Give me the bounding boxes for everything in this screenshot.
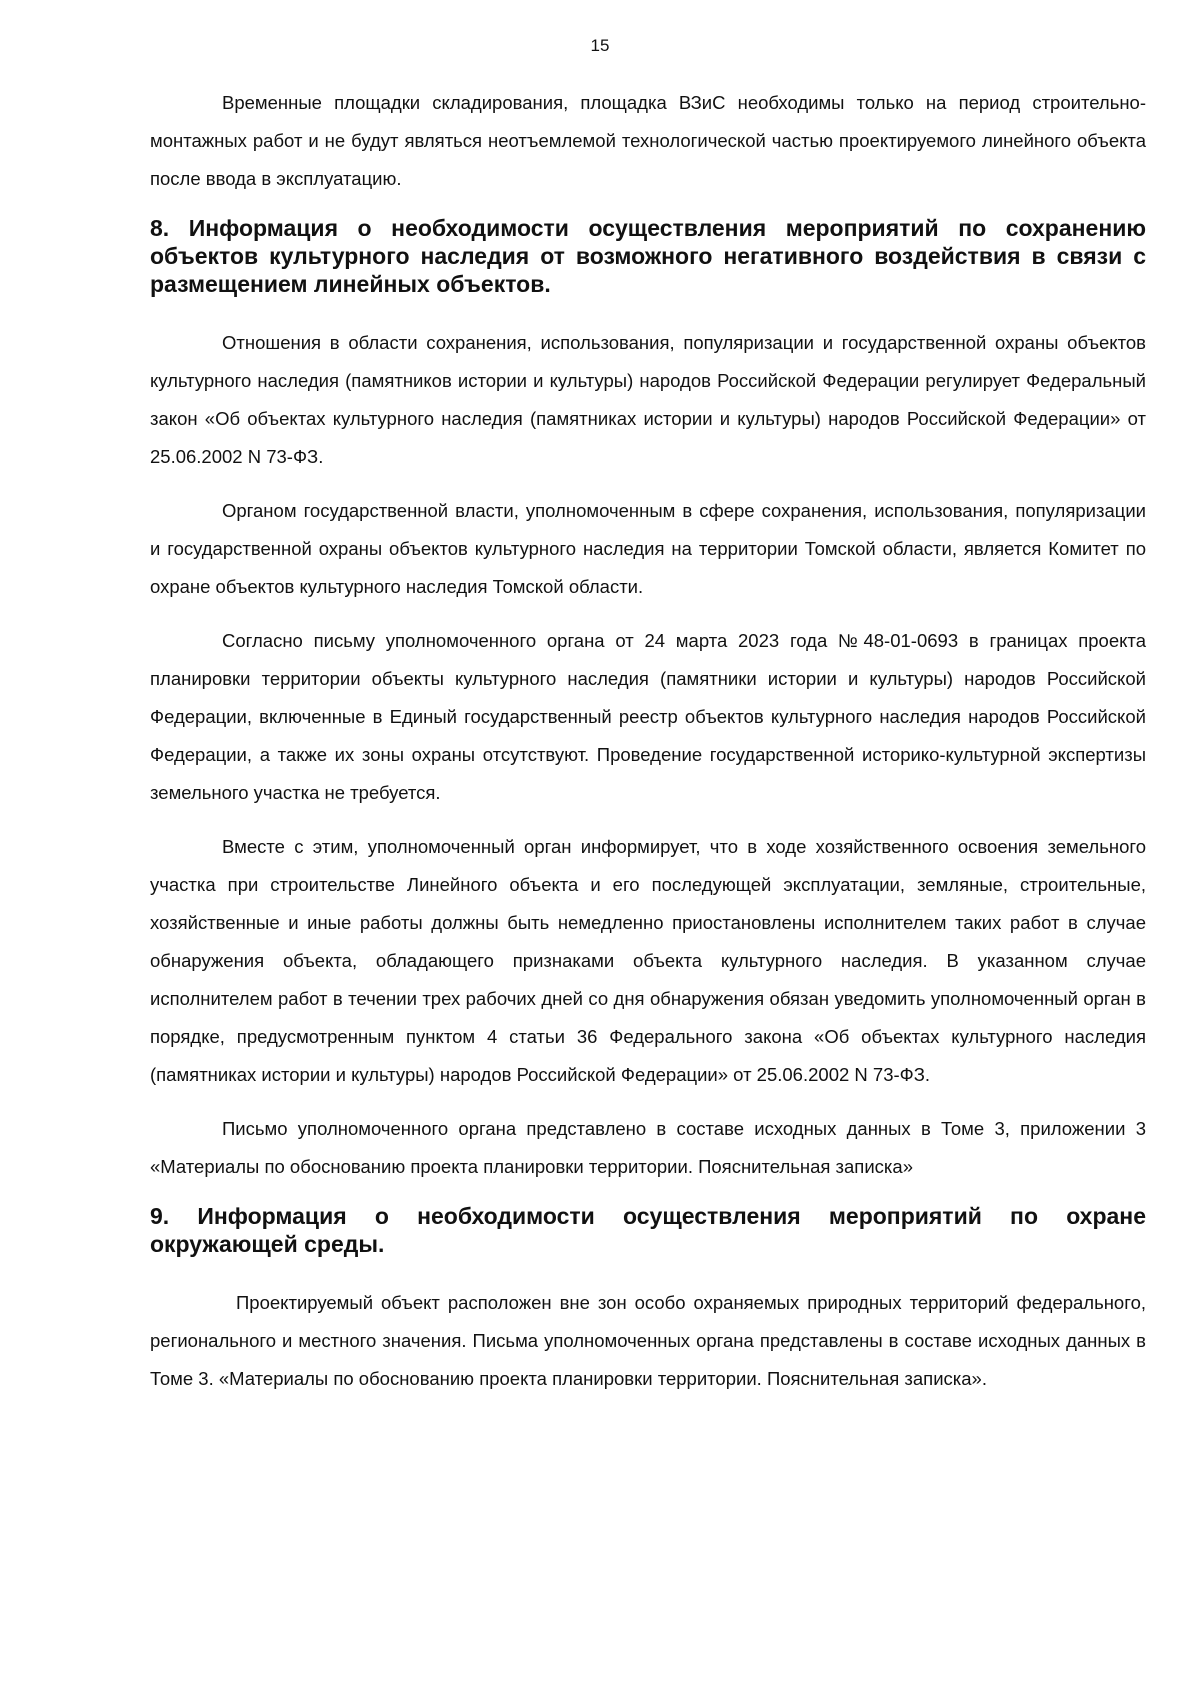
section-8-paragraph-4: Вместе с этим, уполномоченный орган информирует, что в ходе хозяйственного освоения земельного участка при строительстве Линейного объекта и его последующей эксплуатации, земляные, строительные, хозяйственные и иные работы должны быть немедленно приостановлены исполнителем таких работ в случае обнаружения объекта, обладающего признаками объекта культурного наследия. В указанном случае исполнителем работ в течении трех рабочих дней со дня обнаружения обязан уведомить уполномоченный орган в порядке, предусмотренным пунктом 4 статьи 36 Федерального закона «Об объектах культурного наследия (памятниках истории и культуры) народов Российской Федерации» от 25.06.2002 N 73-ФЗ.	[150, 836, 1146, 1085]
section-9-paragraph-1: Проектируемый объект расположен вне зон особо охраняемых природных территорий федерального, регионального и местного значения. Письма уполномоченных органа представлены в составе исходных данных в Томе 3. «Материалы по обоснованию проекта планировки территории. Пояснительная записка».	[150, 1292, 1146, 1389]
section-8-heading: 8. Информация о необходимости осуществления мероприятий по сохранению объектов культурного наследия от возможного негативного воздействия в связи с размещением линейных объектов.	[150, 215, 1146, 297]
section-9-heading: 9. Информация о необходимости осуществления мероприятий по охране окружающей среды.	[150, 1203, 1146, 1257]
document-body	[150, 84, 1146, 1414]
section-8-paragraph-5: Письмо уполномоченного органа представлено в составе исходных данных в Томе 3, приложении 3 «Материалы по обоснованию проекта планировки территории. Пояснительная записка»	[150, 1118, 1146, 1177]
section-8-paragraph-1: Отношения в области сохранения, использования, популяризации и государственной охраны объектов культурного наследия (памятников истории и культуры) народов Российской Федерации регулирует Федеральный закон «Об объектах культурного наследия (памятниках истории и культуры) народов Российской Федерации» от 25.06.2002 N 73-ФЗ.	[150, 332, 1146, 467]
page-number: 15	[590, 36, 610, 55]
intro-paragraph: Временные площадки складирования, площадка ВЗиС необходимы только на период строительно-монтажных работ и не будут являться неотъемлемой технологической частью проектируемого линейного объекта после ввода в эксплуатацию.	[150, 92, 1146, 189]
section-8-paragraph-3: Согласно письму уполномоченного органа от 24 марта 2023 года №48-01-0693 в границах проекта планировки территории объекты культурного наследия (памятники истории и культуры) народов Российской Федерации, включенные в Единый государственный реестр объектов культурного наследия народов Российской Федерации, а также их зоны охраны отсутствуют. Проведение государственной историко-культурной экспертизы земельного участка не требуется.	[150, 630, 1146, 803]
section-8-paragraph-2: Органом государственной власти, уполномоченным в сфере сохранения, использования, популяризации и государственной охраны объектов культурного наследия на территории Томской области, является Комитет по охране объектов культурного наследия Томской области.	[150, 500, 1146, 597]
